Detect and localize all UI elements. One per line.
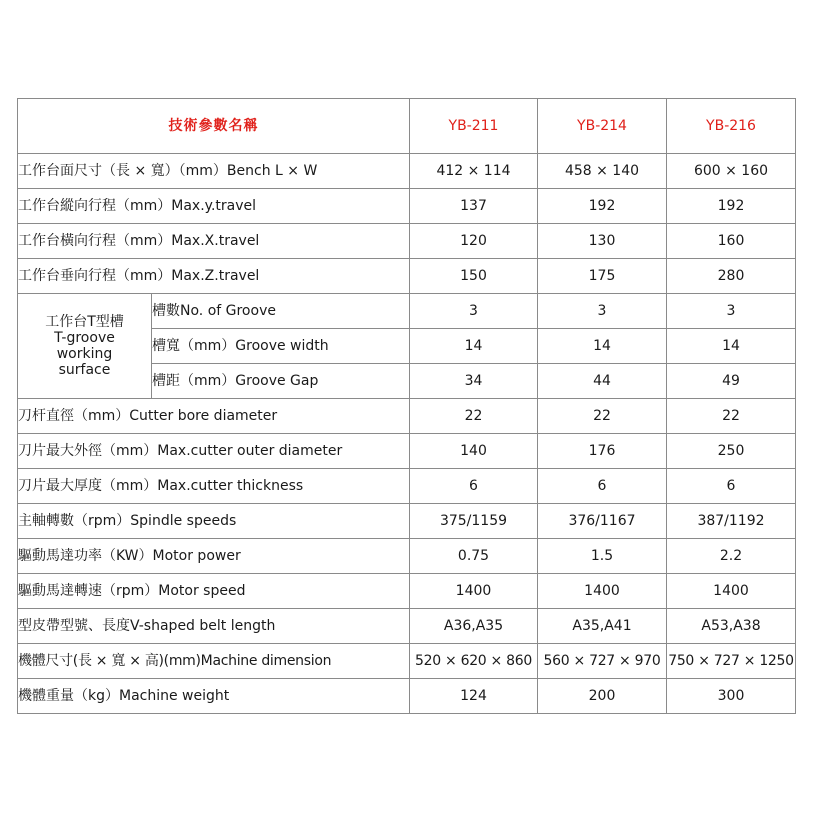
cell-value: 280	[667, 259, 796, 294]
model-yb-211: YB-211	[410, 99, 538, 154]
cell-value: 412 × 114	[410, 154, 538, 189]
cell-value: 3	[410, 294, 538, 329]
cell-value: 200	[538, 679, 667, 714]
cell-value: 22	[410, 399, 538, 434]
cell-value: 250	[667, 434, 796, 469]
row-label-groove-width: 槽寬（mm）Groove width	[152, 329, 410, 364]
cell-value: 6	[410, 469, 538, 504]
cell-value: 140	[410, 434, 538, 469]
row-label-x-travel: 工作台橫向行程（mm）Max.X.travel	[18, 224, 410, 259]
table-row	[18, 504, 796, 539]
row-label-groove-gap: 槽距（mm）Groove Gap	[152, 364, 410, 399]
table-row	[18, 644, 796, 679]
cell-value: 3	[538, 294, 667, 329]
model-yb-214: YB-214	[538, 99, 667, 154]
table-row	[18, 539, 796, 574]
row-label-belt-length: 型皮帶型號、長度V-shaped belt length	[18, 609, 410, 644]
cell-value: A35,A41	[538, 609, 667, 644]
groove-group-label	[18, 294, 152, 399]
cell-value: 458 × 140	[538, 154, 667, 189]
cell-value: 560 × 727 × 970	[538, 644, 667, 679]
cell-value: 192	[667, 189, 796, 224]
row-label-motor-power: 驅動馬達功率（KW）Motor power	[18, 539, 410, 574]
table-row	[18, 469, 796, 504]
cell-value: 0.75	[410, 539, 538, 574]
cell-value: A36,A35	[410, 609, 538, 644]
cell-value: 22	[538, 399, 667, 434]
row-label-machine-dimension: 機體尺寸(長 × 寬 × 高)(mm)Machine dimension	[18, 644, 410, 679]
spec-title: 技術參數名稱	[18, 99, 410, 154]
table-row	[18, 224, 796, 259]
cell-value: 175	[538, 259, 667, 294]
header-row	[18, 99, 796, 154]
cell-value: 387/1192	[667, 504, 796, 539]
cell-value: 130	[538, 224, 667, 259]
cell-value: 160	[667, 224, 796, 259]
row-label-spindle-speeds: 主軸轉數（rpm）Spindle speeds	[18, 504, 410, 539]
table-row	[18, 574, 796, 609]
table-row	[18, 294, 796, 329]
row-label-cutter-thickness: 刀片最大厚度（mm）Max.cutter thickness	[18, 469, 410, 504]
cell-value: 34	[410, 364, 538, 399]
cell-value: 44	[538, 364, 667, 399]
cell-value: 6	[667, 469, 796, 504]
groove-label-line: 工作台T型槽	[45, 314, 124, 330]
groove-label-line: surface	[58, 362, 111, 378]
table-row	[18, 259, 796, 294]
cell-value: 176	[538, 434, 667, 469]
cell-value: 14	[538, 329, 667, 364]
cell-value: 376/1167	[538, 504, 667, 539]
table-row	[18, 434, 796, 469]
cell-value: 300	[667, 679, 796, 714]
cell-value: 520 × 620 × 860	[410, 644, 538, 679]
groove-label-line: working	[56, 346, 113, 362]
cell-value: 49	[667, 364, 796, 399]
cell-value: 2.2	[667, 539, 796, 574]
cell-value: 1400	[410, 574, 538, 609]
cell-value: 1400	[667, 574, 796, 609]
table-row	[18, 154, 796, 189]
cell-value: 14	[667, 329, 796, 364]
cell-value: 375/1159	[410, 504, 538, 539]
row-label-bench: 工作台面尺寸（長 × 寬）（mm）Bench L × W	[18, 154, 410, 189]
row-label-groove-count: 槽數No. of Groove	[152, 294, 410, 329]
cell-value: 137	[410, 189, 538, 224]
cell-value: 1.5	[538, 539, 667, 574]
spec-table	[17, 98, 796, 714]
row-label-cutter-bore: 刀杆直徑（mm）Cutter bore diameter	[18, 399, 410, 434]
cell-value: 14	[410, 329, 538, 364]
cell-value: 22	[667, 399, 796, 434]
cell-value: 3	[667, 294, 796, 329]
cell-value: 750 × 727 × 1250	[667, 644, 796, 679]
model-yb-216: YB-216	[667, 99, 796, 154]
row-label-z-travel: 工作台垂向行程（mm）Max.Z.travel	[18, 259, 410, 294]
row-label-machine-weight: 機體重量（kg）Machine weight	[18, 679, 410, 714]
cell-value: 6	[538, 469, 667, 504]
cell-value: 192	[538, 189, 667, 224]
cell-value: 124	[410, 679, 538, 714]
cell-value: 600 × 160	[667, 154, 796, 189]
table-row	[18, 609, 796, 644]
row-label-motor-speed: 驅動馬達轉速（rpm）Motor speed	[18, 574, 410, 609]
cell-value: A53,A38	[667, 609, 796, 644]
table-row	[18, 189, 796, 224]
cell-value: 1400	[538, 574, 667, 609]
row-label-cutter-outer: 刀片最大外徑（mm）Max.cutter outer diameter	[18, 434, 410, 469]
groove-label-line: T-groove	[54, 330, 115, 346]
cell-value: 120	[410, 224, 538, 259]
table-row	[18, 399, 796, 434]
cell-value: 150	[410, 259, 538, 294]
row-label-y-travel: 工作台縱向行程（mm）Max.y.travel	[18, 189, 410, 224]
table-row	[18, 679, 796, 714]
